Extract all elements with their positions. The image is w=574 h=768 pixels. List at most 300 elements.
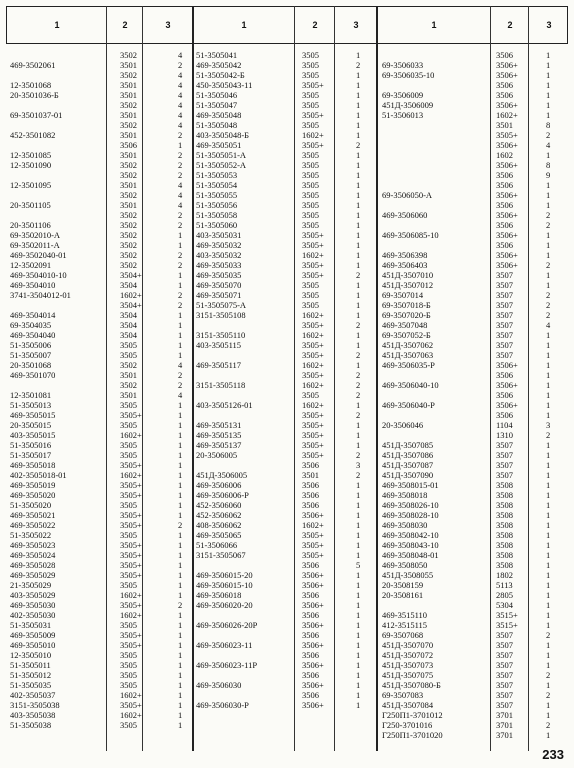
table-cell: 469-3505010 [10,640,56,650]
table-cell: 2 [546,290,551,300]
table-cell: 3505 [302,300,319,310]
table-cell: 451Д-3507090 [382,470,434,480]
table-cell: 2 [356,380,361,390]
table-cell: 1 [356,530,361,540]
table-cell: 3507 [496,700,513,710]
table-cell: 469-3508043-10 [382,540,439,550]
table-cell: 1 [546,730,551,740]
table-cell: 21-3505029 [10,580,52,590]
table-cell: 3502 [120,70,137,80]
table-cell: 3506 [496,180,513,190]
table-cell: 69-3504035 [10,320,52,330]
table-cell: 1 [546,360,551,370]
table-cell: 1 [546,200,551,210]
table-cell: 3506+ [302,620,324,630]
table-cell: 451Д-3506005 [196,470,248,480]
table-cell: 3515+ [496,610,518,620]
table-cell: 3506 [302,670,319,680]
table-cell: 3506+ [496,100,518,110]
table-cell: 69-3507020-Б [382,310,431,320]
table-cell: 51-3505038 [10,720,52,730]
table-cell: 3504 [120,330,137,340]
table-cell: 1 [546,640,551,650]
table-cell: 469-3506006 [196,480,242,490]
table-cell: 3506+ [496,210,518,220]
table-cell: 1 [356,680,361,690]
table-cell: 1 [178,690,183,700]
table-cell: 3507 [496,290,513,300]
table-cell: 1 [356,190,361,200]
table-cell: 469-3505020 [10,490,56,500]
table-cell: 469-3508015-01 [382,480,439,490]
table-cell: 451Д-3507062 [382,340,434,350]
table-cell: 3505 [120,650,137,660]
table-cell: 1 [178,510,183,520]
table-cell: 469-3506018 [196,590,242,600]
table-cell: 4 [178,90,183,100]
table-cell: 469-3505022 [10,520,56,530]
table-cell: 3504 [120,310,137,320]
table-cell: 1 [356,100,361,110]
table-cell: 403-3505126-01 [196,400,253,410]
table-cell: 1 [356,570,361,580]
table-cell: 4 [178,120,183,130]
table-cell: 3505+ [302,110,324,120]
table-cell: 3505 [302,390,319,400]
table-cell: 3506 [302,480,319,490]
table-cell: 469-3504014 [10,310,56,320]
table-cell: 1 [546,570,551,580]
table-cell: 469-3505135 [196,430,242,440]
table-cell: 1 [546,350,551,360]
table-cell: 3505 [302,290,319,300]
table-cell: 3504+ [120,300,142,310]
table-cell: 1 [546,480,551,490]
table-cell: 3505 [302,200,319,210]
table-cell: 469-3506035-Р [382,360,435,370]
table-cell: 3151-3505038 [10,700,60,710]
table-cell: 3505 [120,440,137,450]
table-cell: 3507 [496,270,513,280]
table-cell: 4 [178,180,183,190]
table-cell: 51-3505053 [196,170,238,180]
table-cell: 51-3505042-Б [196,70,245,80]
table-cell: 1 [178,140,183,150]
table-cell: 469-3508028-10 [382,510,439,520]
table-cell: 469-3501070 [10,370,56,380]
table-cell: 2 [546,220,551,230]
table-cell: 1 [546,250,551,260]
table-cell: 3506+ [496,160,518,170]
table-cell: 1 [356,120,361,130]
table-cell: 1 [546,240,551,250]
table-cell: 1 [546,370,551,380]
table-cell: 3505 [302,160,319,170]
header-col-8: 2 [507,20,513,30]
table-cell: 469-3506030 [196,680,242,690]
table-cell: 1 [178,660,183,670]
table-cell: 3508 [496,560,513,570]
table-cell: 469-3505032 [196,240,242,250]
table-cell: 3506 [302,560,319,570]
table-cell: 51-3505060 [196,220,238,230]
table-cell: 3505+ [120,460,142,470]
table-cell: 469-3506040-10 [382,380,439,390]
table-cell: 2 [178,600,183,610]
table-cell: 2 [356,60,361,70]
table-cell: 3506 [302,610,319,620]
table-cell: 69-3507018-Б [382,300,431,310]
table-cell: 3741-3504012-01 [10,290,71,300]
table-cell: 3501 [302,470,319,480]
table-cell: 1 [178,450,183,460]
table-cell: 51-3505012 [10,670,52,680]
table-cell: 3507 [496,470,513,480]
table-cell: 1 [546,450,551,460]
table-cell: 2805 [496,590,513,600]
table-cell: 3505 [302,280,319,290]
table-cell: 1 [356,230,361,240]
table-cell: 3507 [496,640,513,650]
table-cell: 1 [546,280,551,290]
table-cell: 51-3505041 [196,50,238,60]
table-cell: 3506 [302,460,319,470]
table-cell: 1 [356,260,361,270]
table-cell: 2 [546,300,551,310]
table-cell: 469-3505015 [10,410,56,420]
table-cell: 3501 [120,110,137,120]
table-cell: 3505 [302,100,319,110]
table-cell: 1 [356,110,361,120]
table-cell: 20-3501068 [10,360,52,370]
table-cell: 3505 [120,530,137,540]
table-cell: 469-3505009 [10,630,56,640]
table-cell: 1 [356,210,361,220]
table-cell: 2 [356,450,361,460]
table-cell: 3505+ [120,560,142,570]
table-cell: 3506 [496,90,513,100]
table-cell: 51-3505058 [196,210,238,220]
table-cell: 1 [546,70,551,80]
header-col-9: 3 [546,20,552,30]
table-cell: 3506+ [496,260,518,270]
table-cell: 452-3506062 [196,510,242,520]
table-cell: 3506+ [302,680,324,690]
table-cell: 51-3505055 [196,190,238,200]
table-cell: 3507 [496,450,513,460]
table-cell: 451Д-3507087 [382,460,434,470]
table-cell: 3505 [120,420,137,430]
table-cell: 1 [356,670,361,680]
table-cell: 3505+ [302,440,324,450]
table-cell: 3506+ [302,660,324,670]
table-cell: 469-3506030-Р [196,700,249,710]
table-cell: 3505+ [302,80,324,90]
table-cell: 3505+ [302,230,324,240]
table-cell: 3507 [496,300,513,310]
table-cell: 2 [178,150,183,160]
table-cell: 451Д-3507063 [382,350,434,360]
table-cell: 20-3501105 [10,200,51,210]
table-cell: 3501 [120,130,137,140]
table-cell: 3505+ [120,570,142,580]
table-cell: 1 [356,620,361,630]
table-cell: 1 [178,340,183,350]
table-cell: 1 [178,720,183,730]
table-cell: 2 [356,140,361,150]
table-cell: 451Д-3507073 [382,660,434,670]
table-cell: 469-3506026-20Р [196,620,258,630]
table-cell: 3505 [120,340,137,350]
table-cell: 1104 [496,420,513,430]
table-cell: 3505+ [302,260,324,270]
table-cell: 3501 [120,200,137,210]
table-cell: 3506 [302,490,319,500]
table-cell: 2 [356,320,361,330]
table-cell: 4 [546,140,551,150]
table-cell: 3502 [120,260,137,270]
table-cell: 2 [546,720,551,730]
table-cell: 5 [356,560,361,570]
table-cell: 3506+ [496,400,518,410]
table-cell: 3505+ [302,420,324,430]
table-cell: 2 [356,370,361,380]
table-cell: 3507 [496,280,513,290]
table-cell: 1 [178,500,183,510]
table-cell: 4 [178,390,183,400]
table-cell: 1 [356,290,361,300]
table-cell: 1 [546,470,551,480]
table-cell: 3506 [302,690,319,700]
table-cell: 1 [178,550,183,560]
table-cell: 4 [178,70,183,80]
table-cell: 3506+ [496,250,518,260]
table-cell: 1 [546,380,551,390]
table-cell: 1602+ [302,130,324,140]
table-cell: 3502 [120,220,137,230]
table-cell: 3505+ [120,700,142,710]
table-cell: 3505+ [496,130,518,140]
table-cell: 3506+ [496,70,518,80]
table-cell: 2 [178,300,183,310]
table-cell: 51-3505007 [10,350,52,360]
table-cell: 3502 [120,360,137,370]
table-cell: 1 [356,660,361,670]
table-cell: 1 [356,490,361,500]
table-cell: 469-3505117 [196,360,242,370]
table-cell: 1 [178,650,183,660]
table-cell: 3507 [496,670,513,680]
table-cell: 469-3505024 [10,550,56,560]
table-cell: 3505+ [120,490,142,500]
table-cell: 1 [546,100,551,110]
table-cell: 451Д-3506009 [382,100,434,110]
table-cell: 1 [356,80,361,90]
table-cell: 1 [356,360,361,370]
table-cell: 3505 [302,190,319,200]
table-cell: 469-3505042 [196,60,242,70]
table-cell: 1310 [496,430,513,440]
table-cell: 20-3508161 [382,590,424,600]
table-cell: 1 [546,620,551,630]
table-cell: 3701 [496,730,513,740]
table-cell: 469-3506015-20 [196,570,253,580]
table-cell: 3506 [302,500,319,510]
table-cell: 69-3506035-10 [382,70,435,80]
table-cell: 1 [178,400,183,410]
table-cell: 2 [546,310,551,320]
table-cell: 51-3505047 [196,100,238,110]
table-cell: 469-3502061 [10,60,56,70]
table-cell: 3506 [496,410,513,420]
table-cell: 69-3502011-А [10,240,60,250]
table-cell: 1 [178,570,183,580]
table-cell: 3508 [496,520,513,530]
table-cell: 469-3505033 [196,260,242,270]
table-cell: 1 [546,80,551,90]
table-cell: 1 [356,480,361,490]
table-cell: 1 [356,50,361,60]
table-cell: 3507 [496,350,513,360]
table-cell: 3507 [496,660,513,670]
table-cell: 3502 [120,380,137,390]
table-cell: 1 [546,50,551,60]
table-cell: 3506+ [496,190,518,200]
table-cell: 3505+ [302,370,324,380]
table-cell: 469-3505018 [10,460,56,470]
header-col-6: 3 [353,20,359,30]
table-cell: 1 [546,440,551,450]
table-cell: 1602+ [120,470,142,480]
table-cell: 3506+ [302,640,324,650]
table-cell: 1 [178,470,183,480]
table-cell: 2 [178,130,183,140]
table-cell: 3502 [120,100,137,110]
table-cell: 3506 [302,630,319,640]
table-cell: 3505+ [302,240,324,250]
table-cell: 469-3506006-Р [196,490,249,500]
table-cell: 469-3506015-10 [196,580,253,590]
table-cell: 1 [356,650,361,660]
table-cell: 4 [178,80,183,90]
table-cell: 51-3505048 [196,120,238,130]
table-cell: 1 [178,710,183,720]
table-cell: 2 [546,690,551,700]
table-cell: 469-3504010-10 [10,270,67,280]
table-cell: 3506 [496,370,513,380]
table-cell: 2 [546,430,551,440]
table-cell: 1 [356,180,361,190]
table-cell: 3505+ [120,630,142,640]
table-cell: 51-3505046 [196,90,238,100]
table-cell: 469-3508050 [382,560,428,570]
table-cell: 2 [546,210,551,220]
table-cell: 3502 [120,210,137,220]
table-cell: 2 [178,220,183,230]
table-cell: 1 [178,560,183,570]
table-cell: 3 [356,460,361,470]
table-cell: 1 [178,580,183,590]
table-cell: 2 [356,350,361,360]
table-cell: 69-3507083 [382,690,424,700]
table-cell: 1 [546,590,551,600]
table-cell: 2 [178,380,183,390]
table-cell: 1 [546,110,551,120]
table-cell: 3701 [496,720,513,730]
table-cell: 1 [178,640,183,650]
table-cell: 402-3505037 [10,690,56,700]
table-cell: 51-3505022 [10,530,52,540]
page-number: 233 [542,747,564,762]
table-cell: 3507 [496,310,513,320]
table-cell: 3506 [496,80,513,90]
table-cell: 1 [546,500,551,510]
table-cell: 51-3505075-А [196,300,247,310]
table-cell: 1602+ [302,310,324,320]
table-cell: 3506+ [496,360,518,370]
table-cell: 3505+ [302,140,324,150]
table-cell: 4 [546,320,551,330]
table-cell: 3507 [496,440,513,450]
table-cell: 1 [178,620,183,630]
table-cell: 12-3501085 [10,150,52,160]
table-cell: 3506+ [302,510,324,520]
table-cell: 469-3505030 [10,600,56,610]
table-cell: 469-3508018 [382,490,428,500]
table-cell: 1 [356,330,361,340]
table-cell: 3506+ [496,380,518,390]
table-cell: 69-3501037-01 [10,110,63,120]
table-cell: 2 [546,260,551,270]
table-cell: 69-3507068 [382,630,424,640]
table-cell: 3506 [496,50,513,60]
table-cell: 1 [356,400,361,410]
table-cell: 2 [178,290,183,300]
table-cell: 1 [178,320,183,330]
table-cell: 1 [178,590,183,600]
table-cell: 403-3505115 [196,340,242,350]
table-cell: 451Д-3507075 [382,670,434,680]
table-cell: 469-3505035 [196,270,242,280]
table-cell: 51-3505006 [10,340,52,350]
table-cell: 3502 [120,160,137,170]
table-cell: 469-3504040 [10,330,56,340]
table-cell: 3501 [120,60,137,70]
table-cell: 469-3506403 [382,260,428,270]
table-cell: 3505+ [302,340,324,350]
table-cell: 51-3505035 [10,680,52,690]
table-cell: 3151-3505067 [196,550,246,560]
table-cell: 1602+ [302,360,324,370]
table-cell: 469-3505029 [10,570,56,580]
table-cell: 1 [356,130,361,140]
table-cell: 3 [546,420,551,430]
table-cell: 1 [546,460,551,470]
table-cell: 4 [178,190,183,200]
table-cell: 3508 [496,480,513,490]
table-cell: 12-3501095 [10,180,52,190]
table-cell: 1 [356,520,361,530]
table-cell: 469-3505071 [196,290,242,300]
table-cell: 1 [546,340,551,350]
table-cell: 1 [178,440,183,450]
table-cell: 403-3505015 [10,430,56,440]
table-cell: 451Д-3507072 [382,650,434,660]
table-cell: 1 [356,70,361,80]
table-cell: 1 [356,420,361,430]
table-cell: 3151-3505118 [196,380,246,390]
table-cell: 1 [546,90,551,100]
